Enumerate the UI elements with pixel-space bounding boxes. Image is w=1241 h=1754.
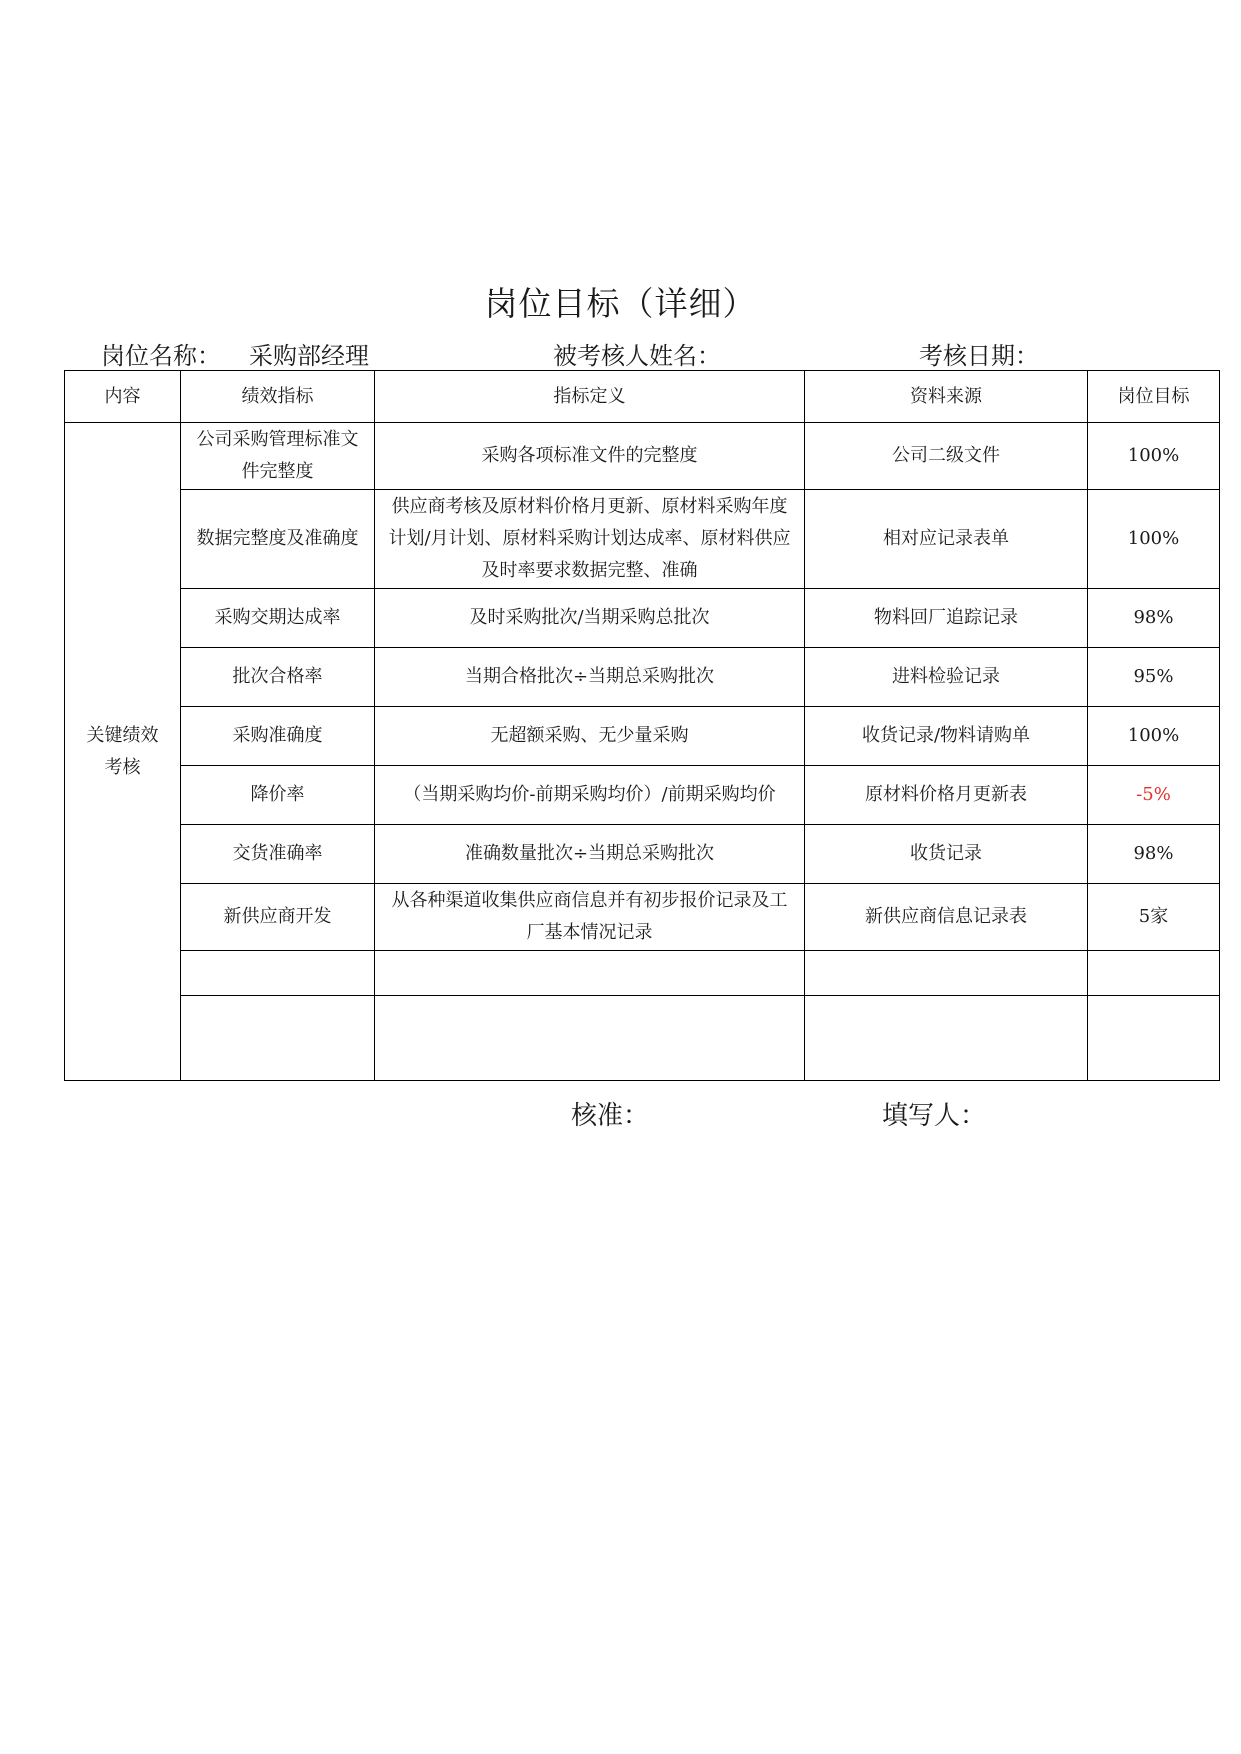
target-cell: 95% — [1088, 648, 1220, 707]
indicator-cell: 公司采购管理标准文件完整度 — [181, 423, 375, 490]
indicator-cell: 批次合格率 — [181, 648, 375, 707]
definition-cell: 当期合格批次÷当期总采购批次 — [375, 648, 805, 707]
source-cell: 收货记录/物料请购单 — [805, 707, 1088, 766]
definition-cell: 供应商考核及原材料价格月更新、原材料采购年度计划/月计划、原材料采购计划达成率、原材料供应及时率要求数据完整、准确 — [375, 490, 805, 589]
empty-cell — [181, 951, 375, 996]
filler-label: 填写人： — [882, 1101, 987, 1131]
target-cell-highlighted: -5% — [1088, 766, 1220, 825]
indicator-cell: 数据完整度及准确度 — [181, 490, 375, 589]
column-header-target: 岗位目标 — [1088, 371, 1220, 423]
indicator-cell: 降价率 — [181, 766, 375, 825]
source-cell: 新供应商信息记录表 — [805, 884, 1088, 951]
indicator-cell: 采购准确度 — [181, 707, 375, 766]
column-header-source: 资料来源 — [805, 371, 1088, 423]
table-row — [65, 707, 1220, 766]
column-header-content: 内容 — [65, 371, 181, 423]
definition-cell: 从各种渠道收集供应商信息并有初步报价记录及工厂基本情况记录 — [375, 884, 805, 951]
group-label: 关键绩效考核 — [86, 724, 159, 778]
kpi-table — [64, 370, 1220, 1081]
assessment-date-label: 考核日期： — [919, 342, 1039, 370]
source-cell: 物料回厂追踪记录 — [805, 589, 1088, 648]
source-cell: 相对应记录表单 — [805, 490, 1088, 589]
definition-cell: 及时采购批次/当期采购总批次 — [375, 589, 805, 648]
target-cell: 100% — [1088, 423, 1220, 490]
table-row — [65, 766, 1220, 825]
target-cell: 100% — [1088, 707, 1220, 766]
source-cell: 收货记录 — [805, 825, 1088, 884]
assessee-name-label: 被考核人姓名： — [553, 342, 721, 370]
empty-row — [65, 996, 1220, 1081]
filler-field — [882, 1095, 986, 1132]
assessment-date-field — [919, 336, 1039, 371]
page-title: 岗位目标（详细） — [484, 284, 757, 323]
table-header-row — [65, 371, 1220, 423]
definition-cell: 采购各项标准文件的完整度 — [375, 423, 805, 490]
table-row — [65, 423, 1220, 490]
target-cell: 5家 — [1088, 884, 1220, 951]
table-row — [65, 648, 1220, 707]
empty-row — [65, 951, 1220, 996]
indicator-cell: 采购交期达成率 — [181, 589, 375, 648]
empty-cell — [181, 996, 375, 1081]
empty-cell — [1088, 996, 1220, 1081]
post-name-field — [101, 336, 369, 371]
group-label-cell — [65, 423, 181, 1081]
table-row — [65, 884, 1220, 951]
empty-cell — [375, 951, 805, 996]
column-header-definition: 指标定义 — [375, 371, 805, 423]
target-cell: 98% — [1088, 825, 1220, 884]
post-name-label: 岗位名称： — [101, 342, 221, 370]
target-cell: 100% — [1088, 490, 1220, 589]
definition-cell: 无超额采购、无少量采购 — [375, 707, 805, 766]
empty-cell — [805, 996, 1088, 1081]
source-cell: 进料检验记录 — [805, 648, 1088, 707]
indicator-cell: 新供应商开发 — [181, 884, 375, 951]
table-row — [65, 490, 1220, 589]
empty-cell — [1088, 951, 1220, 996]
source-cell: 公司二级文件 — [805, 423, 1088, 490]
approver-field — [571, 1095, 649, 1132]
indicator-cell: 交货准确率 — [181, 825, 375, 884]
definition-cell: （当期采购均价-前期采购均价）/前期采购均价 — [375, 766, 805, 825]
table-row — [65, 589, 1220, 648]
empty-cell — [375, 996, 805, 1081]
definition-cell: 准确数量批次÷当期总采购批次 — [375, 825, 805, 884]
approver-label: 核准： — [571, 1101, 650, 1131]
empty-cell — [805, 951, 1088, 996]
assessee-name-field — [553, 336, 721, 371]
table-row — [65, 825, 1220, 884]
post-name-value: 采购部经理 — [249, 342, 369, 370]
column-header-indicator: 绩效指标 — [181, 371, 375, 423]
target-cell: 98% — [1088, 589, 1220, 648]
source-cell: 原材料价格月更新表 — [805, 766, 1088, 825]
